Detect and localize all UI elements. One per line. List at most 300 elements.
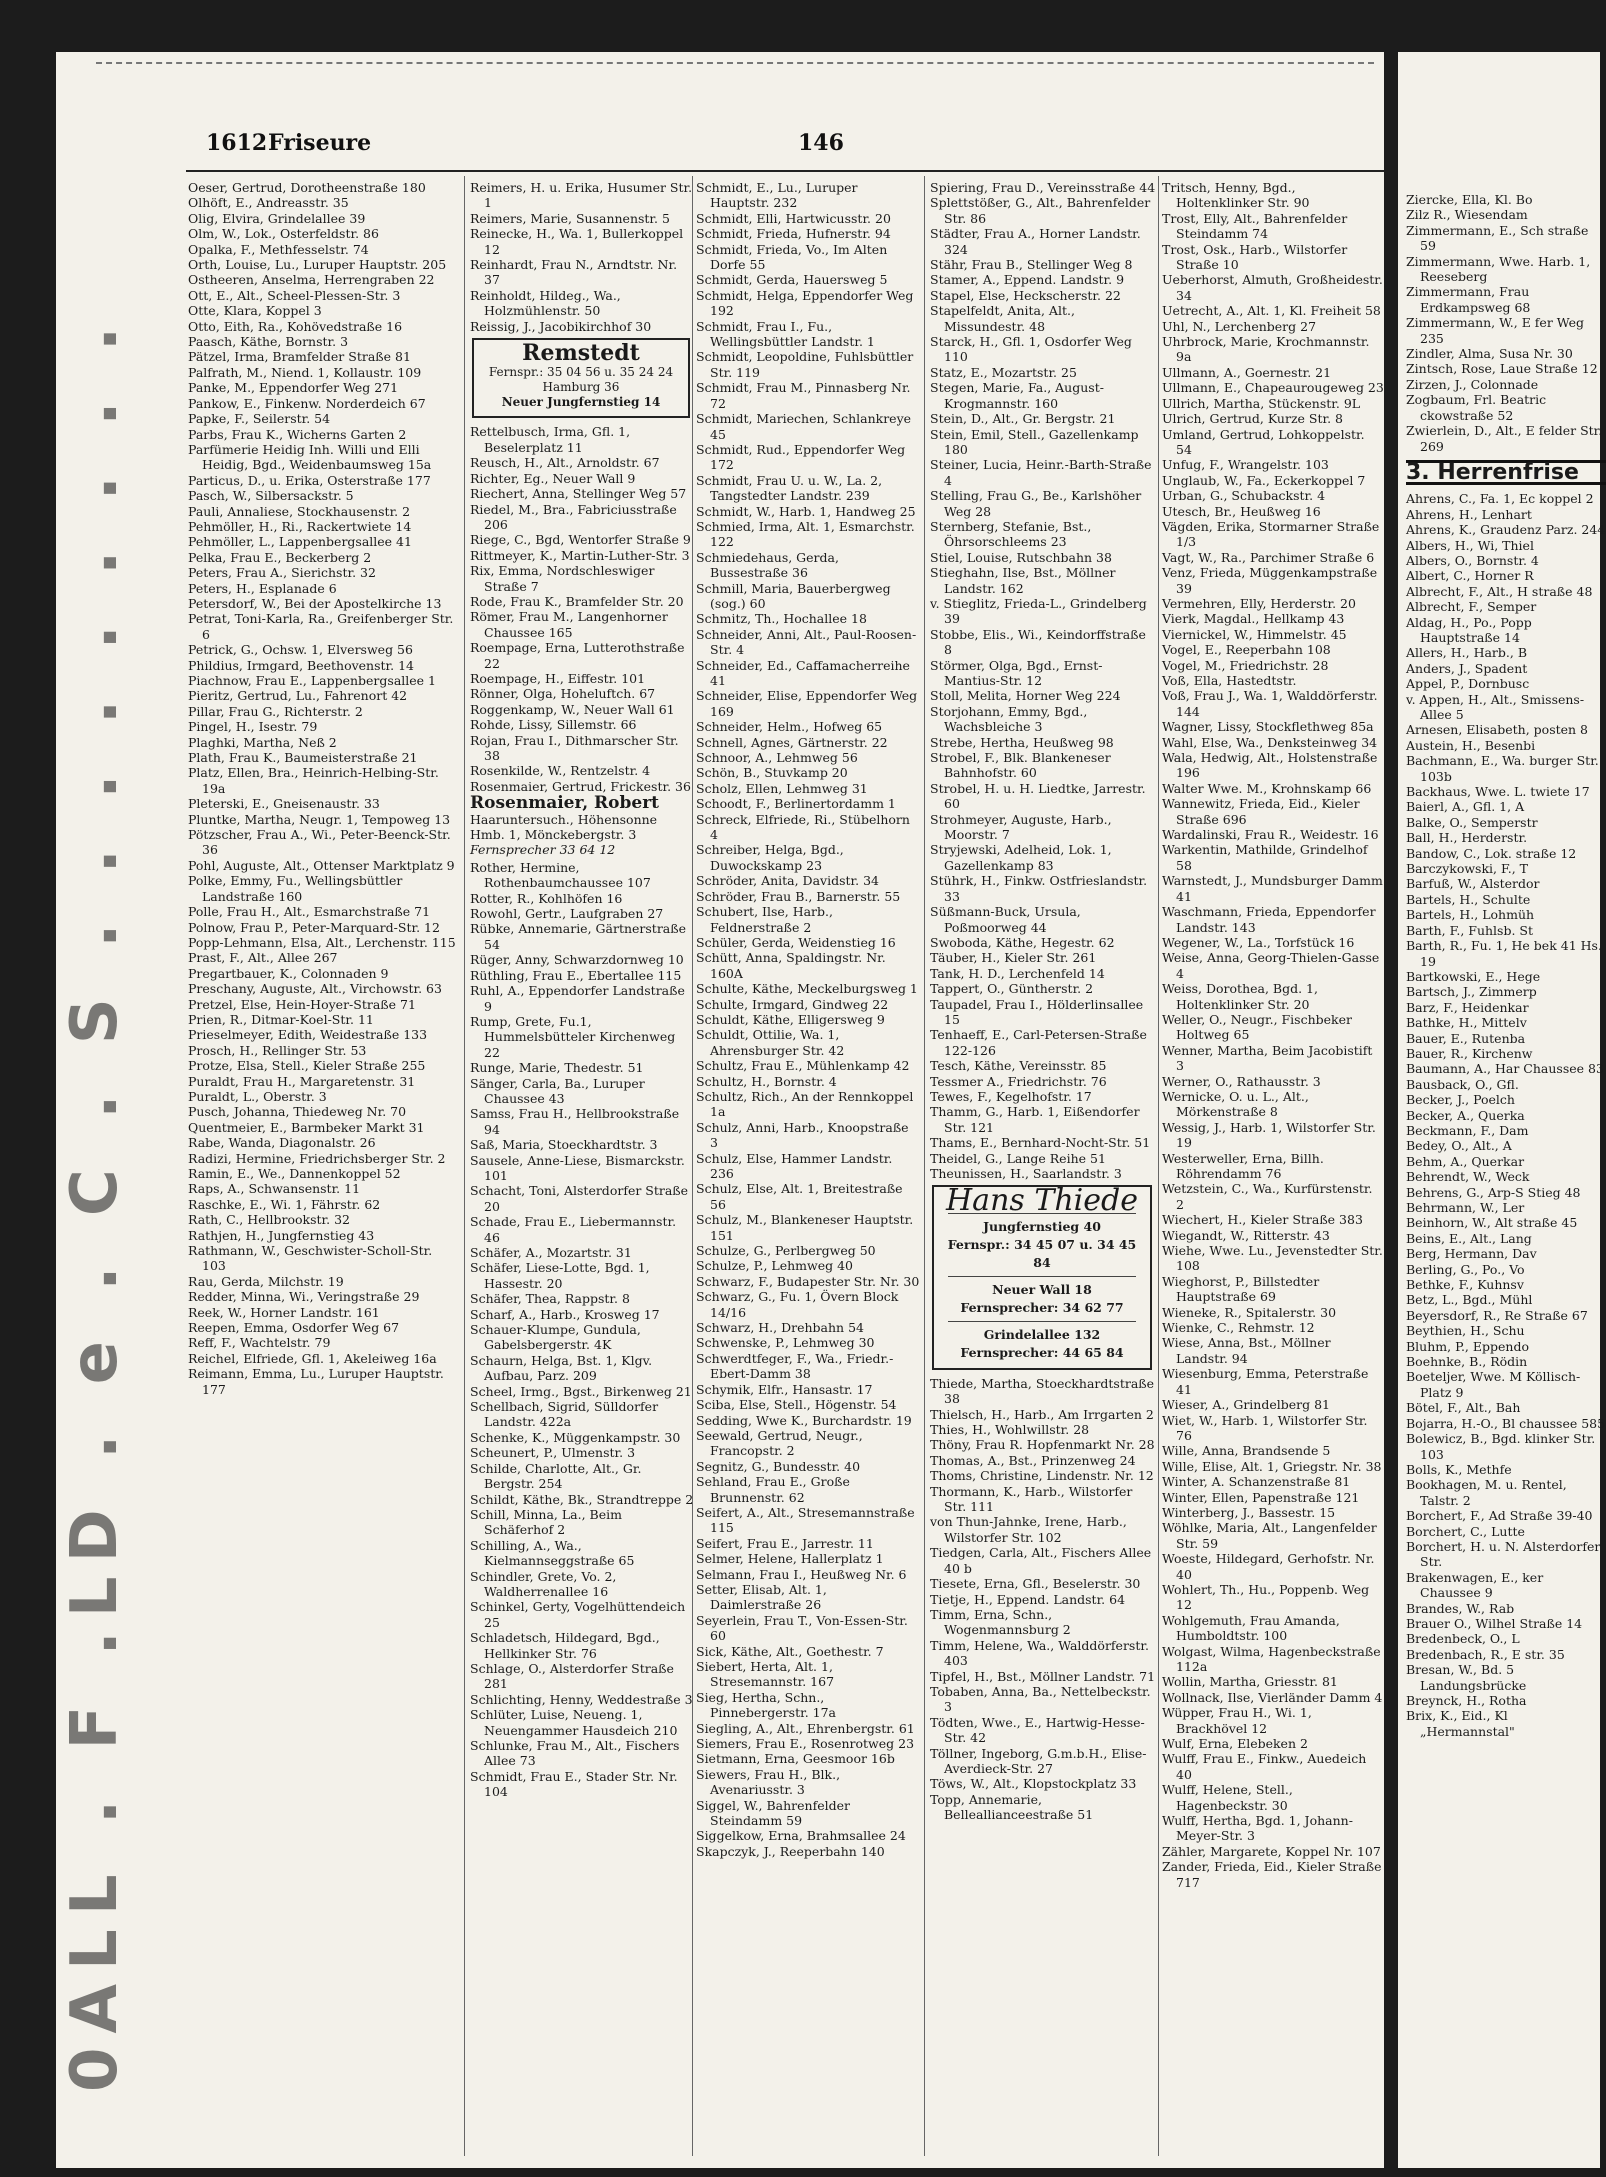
directory-entry: Parbs, Frau K., Wicherns Garten 2 (188, 426, 407, 442)
directory-entry: Wala, Hedwig, Alt., Holstenstraße 196 (1162, 750, 1378, 781)
directory-entry: Zirzen, J., Colonnade (1406, 376, 1539, 392)
directory-entry: Werner, O., Rathausstr. 3 (1162, 1073, 1321, 1089)
directory-entry: Winter, Ellen, Papenstraße 121 (1162, 1489, 1360, 1505)
directory-entry: Schütt, Anna, Spaldingstr. Nr. 160A (696, 950, 886, 981)
directory-entry: Storjohann, Emmy, Bgd., Wachsbleiche 3 (930, 703, 1088, 735)
directory-entry: Beyersdorf, R., Re Straße 67 (1406, 1307, 1588, 1323)
directory-entry: Pasch, W., Silbersackstr. 5 (188, 488, 354, 504)
directory-entry: Parfümerie Heidig Inh. Willi und Elli Heidig, Bgd., Weidenbaumsweg 15a (188, 441, 432, 473)
directory-entry: Tietje, H., Eppend. Landstr. 64 (930, 1591, 1126, 1607)
directory-entry: Peters, Frau A., Sierichstr. 32 (188, 565, 376, 581)
directory-entry: Schade, Frau E., Liebermannstr. 46 (470, 1214, 677, 1245)
directory-entry: Ahrens, C., Fa. 1, Ec koppel 2 (1406, 491, 1594, 507)
directory-entry: Ramin, E., We., Dannenkoppel 52 (188, 1166, 401, 1181)
directory-entry: Schlichting, Henny, Weddestraße 3 (470, 1691, 693, 1707)
directory-entry: Urban, G., Schubackstr. 4 (1162, 488, 1326, 504)
directory-entry: Quentmeier, E., Barmbeker Markt 31 (188, 1119, 425, 1135)
directory-entry: Bedey, O., Alt., A (1406, 1138, 1512, 1154)
directory-entry: Rix, Emma, Nordschleswiger Straße 7 (470, 563, 655, 594)
directory-entry: Tesch, Käthe, Vereinsstr. 85 (930, 1058, 1107, 1074)
directory-entry: Pohl, Auguste, Alt., Ottenser Marktplatz 9 (188, 857, 455, 873)
directory-entry: Tank, H. D., Lerchenfeld 14 (930, 965, 1105, 981)
directory-entry: Albert, C., Horner R (1406, 568, 1534, 584)
directory-entry: Tewes, F., Kegelhofstr. 17 (930, 1088, 1092, 1104)
directory-entry: Appel, P., Dornbusc (1406, 676, 1530, 692)
directory-entry: Schäfer, Liese-Lotte, Bgd. 1, Hassestr. 20 (470, 1260, 650, 1291)
directory-entry: Stoll, Melita, Horner Weg 224 (930, 688, 1121, 704)
directory-entry: Reimers, Marie, Susannenstr. 5 (470, 210, 670, 226)
directory-entry: Sick, Käthe, Alt., Goethestr. 7 (696, 1643, 884, 1659)
directory-entry: Schilling, A., Wa., Kielmannseggstraße 65 (470, 1537, 635, 1569)
directory-entry: Splettstößer, G., Alt., Bahrenfelder Str. 86 (930, 195, 1151, 226)
directory-entry: Pieritz, Gertrud, Lu., Fahrenort 42 (188, 688, 408, 704)
directory-entry: Stein, Emil, Stell., Gazellenkamp 180 (930, 426, 1139, 457)
directory-entry: Otte, Klara, Koppel 3 (188, 303, 322, 319)
directory-entry: Tiesete, Erna, Gfl., Beselerstr. 30 (930, 1576, 1141, 1592)
directory-entry: Schill, Minna, La., Beim Schäferhof 2 (470, 1506, 622, 1538)
directory-entry: Thams, E., Bernhard-Nocht-Str. 51 (930, 1135, 1151, 1151)
directory-entry: Bookhagen, M. u. Rentel, Talstr. 2 (1406, 1477, 1567, 1508)
directory-entry: Roempage, H., Eiffestr. 101 (470, 670, 646, 686)
directory-entry: Schäfer, Thea, Rappstr. 8 (470, 1291, 630, 1307)
directory-entry: Otto, Eith, Ra., Kohövedstraße 16 (188, 318, 403, 334)
directory-entry: Polke, Emmy, Fu., Wellingsbüttler Landstraße 160 (188, 873, 403, 904)
column-divider (924, 176, 925, 2156)
directory-entry: Albrecht, F., Semper (1406, 599, 1537, 615)
directory-entry: Unfug, F., Wrangelstr. 103 (1162, 457, 1329, 473)
directory-entry: v. Appen, H., Alt., Smissens-Allee 5 (1406, 691, 1585, 722)
directory-entry: Runge, Marie, Thedestr. 51 (470, 1060, 644, 1076)
remstedt-line: Neuer Jungfernstieg 14 (501, 395, 661, 410)
directory-entry: Stührk, H., Finkw. Ostfrieslandstr. 33 (930, 873, 1148, 904)
directory-entry: Schneider, Elise, Eppendorfer Weg 169 (696, 688, 918, 719)
directory-entry: Sternberg, Stefanie, Bst., Öhrsorschleems 23 (930, 518, 1092, 550)
directory-entry: Theidel, G., Lange Reihe 51 (930, 1150, 1106, 1166)
directory-entry: Protze, Elsa, Stell., Kieler Straße 255 (188, 1058, 426, 1074)
directory-entry: Stamer, A., Eppend. Landstr. 9 (930, 272, 1125, 288)
thiede-line: Jungfernstieg 40 (983, 1218, 1101, 1234)
section-title: Friseure (268, 130, 372, 156)
column-2 (470, 180, 694, 2155)
directory-entry: Saß, Maria, Stoeckhardtstr. 3 (470, 1137, 658, 1153)
column-divider (1158, 176, 1159, 2156)
directory-entry: Wegener, W., La., Torfstück 16 (1162, 934, 1355, 950)
directory-entry: Becker, J., Poelch (1406, 1092, 1515, 1108)
directory-entry: Rittmeyer, K., Martin-Luther-Str. 3 (470, 547, 690, 563)
directory-entry: Siebert, Herta, Alt. 1, Stresemannstr. 167 (696, 1659, 835, 1690)
directory-entry: Schmidt, Frieda, Hufnerstr. 94 (696, 226, 891, 242)
directory-entry: Strobel, H. u. H. Liedtke, Jarrestr. 60 (930, 780, 1146, 812)
directory-entry: Rohde, Lissy, Sillemstr. 66 (470, 717, 637, 733)
directory-entry: Riedel, M., Bra., Fabriciusstraße 206 (470, 501, 677, 532)
directory-entry: Schäfer, A., Mozartstr. 31 (470, 1245, 632, 1260)
directory-entry: Wolgast, Wilma, Hagenbeckstraße 112a (1162, 1643, 1381, 1674)
directory-entry: Warkentin, Mathilde, Grindelhof 58 (1162, 842, 1368, 873)
directory-entry: Timm, Helene, Wa., Walddörferstr. 403 (930, 1637, 1149, 1669)
directory-entry: Scheunert, P., Ulmenstr. 3 (470, 1445, 636, 1461)
directory-entry: Rathmann, W., Geschwister-Scholl-Str. 103 (188, 1243, 433, 1274)
directory-entry: Prosch, H., Rellinger Str. 53 (188, 1042, 367, 1058)
directory-entry: Wulff, Frau E., Finkw., Auedeich 40 (1162, 1751, 1367, 1782)
directory-entry: Schmidt, Rud., Eppendorfer Weg 172 (696, 441, 906, 473)
directory-entry: Bötel, F., Alt., Bah (1406, 1400, 1521, 1416)
directory-entry: Palfrath, M., Niend. 1, Kollaustr. 109 (188, 364, 422, 380)
directory-entry: Warnstedt, J., Mundsburger Damm 41 (1162, 873, 1383, 904)
directory-entry: Baumann, A., Har Chaussee 83 (1406, 1061, 1604, 1077)
directory-entry: Schulz, Anni, Harb., Knoopstraße 3 (696, 1119, 909, 1151)
directory-entry: Wiehe, Wwe. Lu., Jevenstedter Str. 108 (1162, 1243, 1383, 1274)
directory-entry: Ruhl, A., Eppendorfer Landstraße 9 (470, 983, 685, 1014)
directory-entry: Vogel, M., Friedrichstr. 28 (1162, 657, 1329, 673)
directory-entry: Sedding, Wwe K., Burchardstr. 19 (696, 1412, 912, 1428)
directory-entry: Sieg, Hertha, Schn., Pinnebergerstr. 17a (696, 1689, 837, 1721)
directory-entry: Schmidt, Frau I., Fu., Wellingsbüttler Landstr. 1 (696, 318, 875, 350)
directory-entry: Ullrich, Martha, Stückenstr. 9L (1162, 395, 1361, 411)
directory-entry: Orth, Louise, Lu., Luruper Hauptstr. 205 (188, 257, 447, 273)
directory-entry: Uhrbrock, Marie, Krochmannstr. 9a (1162, 334, 1370, 365)
directory-entry: Schmidt, E., Lu., Luruper Hauptstr. 232 (696, 180, 858, 211)
directory-entry: Wetzstein, C., Wa., Kurfürstenstr. 2 (1162, 1181, 1373, 1212)
directory-entry: Beckmann, F., Dam (1406, 1122, 1529, 1138)
directory-entry: Ball, H., Herderstr. (1406, 830, 1528, 846)
directory-entry: Bathke, H., Mittelv (1406, 1015, 1527, 1031)
directory-entry: Siggelkow, Erna, Brahmsallee 24 (696, 1828, 906, 1844)
directory-entry: Bresan, W., Bd. 5 Landungsbrücke (1406, 1662, 1527, 1693)
directory-entry: Thiede, Martha, Stoeckhardtstraße 38 (930, 1375, 1155, 1407)
directory-entry: Schmidt, Elli, Hartwicusstr. 20 (696, 210, 891, 226)
directory-entry: Schwenske, P., Lehmweg 30 (696, 1335, 875, 1351)
directory-entry: Rosenmaier, Gertrud, Frickestr. 36 (470, 778, 691, 794)
directory-entry: Schnell, Agnes, Gärtnerstr. 22 (696, 734, 888, 750)
directory-entry: Samss, Frau H., Hellbrookstraße 94 (470, 1106, 680, 1137)
directory-entry: Topp, Annemarie, Belleallianceestraße 51 (930, 1791, 1094, 1823)
rosenmaier-line: Hmb. 1, Mönckebergstr. 3 (470, 827, 637, 843)
directory-entry: Schultz, Rich., An der Rennkoppel 1a (696, 1088, 914, 1120)
directory-entry: Unglaub, W., Fa., Eckerkoppel 7 (1162, 472, 1366, 488)
header-rule (186, 170, 1384, 172)
column-4-part-b (930, 1376, 1156, 1823)
directory-entry: Schröder, Anita, Davidstr. 34 (696, 873, 879, 889)
directory-entry: Schröder, Frau B., Barnerstr. 55 (696, 888, 901, 904)
directory-entry: Uhl, N., Lerchenberg 27 (1162, 318, 1317, 334)
directory-entry: Wieghorst, P., Billstedter Hauptstraße 69 (1162, 1273, 1320, 1305)
directory-entry: Strebe, Hertha, Heußweg 98 (930, 734, 1114, 750)
directory-entry: Ostheeren, Anselma, Herrengraben 22 (188, 272, 435, 288)
directory-entry: Behm, A., Querkar (1406, 1153, 1525, 1169)
directory-entry: Puraldt, Frau H., Margaretenstr. 31 (188, 1073, 416, 1089)
directory-entry: Vagt, W., Ra., Parchimer Straße 6 (1162, 549, 1375, 565)
directory-entry: Bredenbeck, O., L (1406, 1631, 1520, 1647)
directory-entry: Schindler, Grete, Vo. 2, Waldherrenallee 16 (470, 1568, 617, 1599)
directory-entry: Pehmöller, L., Lappenbergsallee 41 (188, 534, 412, 550)
directory-entry: Bartels, H., Lohmüh (1406, 907, 1535, 923)
directory-entry: Ahrens, K., Graudenz Parz. 244 (1406, 522, 1606, 538)
directory-entry: Bachmann, E., Wa. burger Str. 103b (1406, 753, 1599, 784)
directory-entry: Schulz, Else, Hammer Landstr. 236 (696, 1150, 893, 1181)
directory-entry: Schultz, H., Bornstr. 4 (696, 1073, 837, 1089)
directory-entry: Prast, F., Alt., Allee 267 (188, 950, 338, 966)
directory-entry: Roggenkamp, W., Neuer Wall 61 (470, 701, 675, 717)
directory-entry: Bartsch, J., Zimmerp (1406, 984, 1537, 1000)
center-page-number: 146 (798, 130, 844, 156)
directory-entry: Wiet, W., Harb. 1, Wilstorfer Str. 76 (1162, 1412, 1368, 1443)
directory-entry: Schauer-Klumpe, Gundula, Gabelsbergerstr. 4K (470, 1322, 641, 1353)
directory-entry: Bauer, E., Rutenba (1406, 1030, 1526, 1046)
directory-entry: Schymik, Elfr., Hansastr. 17 (696, 1381, 873, 1397)
directory-entry: Phildius, Irmgard, Beethovenstr. 14 (188, 657, 414, 673)
directory-entry: Rotter, R., Kohlhöfen 16 (470, 890, 623, 906)
directory-entry: Pluntke, Martha, Neugr. 1, Tempoweg 13 (188, 811, 451, 827)
directory-entry: Boeteljer, Wwe. M Köllisch-Platz 9 (1406, 1369, 1581, 1400)
directory-entry: Schinkel, Gerty, Vogelhüttendeich 25 (470, 1599, 686, 1630)
directory-entry: Selmann, Frau I., Heußweg Nr. 6 (696, 1566, 907, 1582)
directory-entry: Siegling, A., Alt., Ehrenbergstr. 61 (696, 1720, 915, 1736)
directory-entry: Plaghki, Martha, Neß 2 (188, 734, 337, 750)
directory-entry: Seifert, Frau E., Jarrestr. 11 (696, 1535, 874, 1551)
next-page-strip (1398, 52, 1606, 2168)
directory-entry: Bethke, F., Kuhnsv (1406, 1277, 1524, 1293)
directory-entry: Walter Wwe. M., Krohnskamp 66 (1162, 780, 1372, 796)
directory-entry: Rode, Frau K., Bramfelder Str. 20 (470, 593, 684, 609)
directory-entry: Wille, Elise, Alt. 1, Griegstr. Nr. 38 (1162, 1458, 1382, 1474)
directory-entry: Wiese, Anna, Bst., Möllner Landstr. 94 (1162, 1335, 1331, 1366)
directory-entry: Schön, B., Stuvkamp 20 (696, 765, 848, 781)
directory-entry: Pankow, E., Finkenw. Norderdeich 67 (188, 395, 426, 411)
directory-entry: Borchert, H. u. N. Alsterdorfer Str. (1406, 1538, 1601, 1570)
directory-entry: Berling, G., Po., Vo (1406, 1261, 1525, 1277)
directory-entry: Statz, E., Mozartstr. 25 (930, 364, 1077, 380)
column-3 (696, 180, 920, 2155)
top-dashed-rule (96, 62, 1374, 64)
directory-entry: Zindler, Alma, Susa Nr. 30 (1406, 346, 1573, 362)
directory-entry: Reimers, H. u. Erika, Husumer Str. 1 (470, 180, 693, 211)
thiede-name: Hans Thiede (946, 1183, 1138, 1219)
directory-entry: Wulff, Hertha, Bgd. 1, Johann-Meyer-Str. 3 (1162, 1813, 1353, 1844)
directory-entry: Tappert, O., Güntherstr. 2 (930, 981, 1094, 997)
directory-entry: Thielsch, H., Harb., Am Irrgarten 2 (930, 1406, 1154, 1422)
directory-entry: Sciba, Else, Stell., Högenstr. 54 (696, 1397, 897, 1413)
directory-entry: Schuldt, Käthe, Elligersweg 9 (696, 1011, 885, 1027)
directory-entry: Thormann, K., Harb., Wilstorfer Str. 111 (930, 1483, 1133, 1515)
directory-entry: Schnoor, A., Lehmweg 56 (696, 750, 858, 766)
directory-entry: Pillar, Frau G., Richterstr. 2 (188, 703, 363, 719)
directory-entry: Thoms, Christine, Lindenstr. Nr. 12 (930, 1468, 1154, 1484)
directory-entry: Wulf, Erna, Elebeken 2 (1162, 1736, 1308, 1752)
directory-entry: Täuber, H., Kieler Str. 261 (930, 950, 1097, 966)
directory-entry: Bartkowski, E., Hege (1406, 968, 1541, 984)
directory-entry: Schmied, Irma, Alt. 1, Esmarchstr. 122 (696, 518, 915, 550)
directory-entry: Rowohl, Gertr., Laufgraben 27 (470, 906, 664, 922)
directory-entry: Sehland, Frau E., Große Brunnenstr. 62 (696, 1474, 850, 1505)
directory-entry: Schenke, K., Müggenkampstr. 30 (470, 1429, 681, 1445)
directory-entry: Schlunke, Frau M., Alt., Fischers Allee 73 (470, 1738, 680, 1769)
directory-entry: Bolewicz, B., Bgd. klinker Str. 103 (1406, 1431, 1596, 1462)
directory-entry: Ullmann, E., Chapeaurougeweg 23 (1162, 380, 1384, 396)
directory-entry: Pleterski, E., Gneisenaustr. 33 (188, 796, 380, 812)
directory-entry: Pusch, Johanna, Thiedeweg Nr. 70 (188, 1104, 407, 1120)
directory-entry: Barfuß, W., Alsterdor (1406, 876, 1540, 892)
directory-entry: Schneider, Ed., Caffamacherreihe 41 (696, 657, 910, 688)
directory-entry: Wiechert, H., Kieler Straße 383 (1162, 1212, 1363, 1228)
directory-entry: Schilde, Charlotte, Alt., Gr. Bergstr. 254 (470, 1460, 642, 1492)
column-divider (464, 176, 465, 2156)
directory-entry: Schwarz, H., Drehbahn 54 (696, 1320, 864, 1336)
ad-separator (948, 1276, 1136, 1277)
directory-entry: Borchert, F., Ad Straße 39-40 (1406, 1508, 1593, 1524)
directory-entry: Schoodt, F., Berlinertordamm 1 (696, 796, 896, 812)
column-5 (1162, 180, 1384, 2155)
directory-entry: Pätzel, Irma, Bramfelder Straße 81 (188, 349, 411, 365)
directory-entry: Barz, F., Heidenkar (1406, 999, 1529, 1015)
directory-entry: Seifert, A., Alt., Stresemannstraße 115 (696, 1504, 915, 1536)
directory-entry: Albers, O., Bornstr. 4 (1406, 552, 1539, 568)
directory-entry: Platz, Ellen, Bra., Heinrich-Helbing-Str. 19a (188, 765, 439, 796)
herrenfriseure-section-title: 3. Herrenfrise (1406, 460, 1606, 485)
directory-entry: Zander, Frieda, Eid., Kieler Straße 717 (1162, 1859, 1382, 1890)
directory-entry: Stegen, Marie, Fa., August-Krogmannstr. 160 (930, 380, 1104, 411)
directory-entry: Bojarra, H.-O., Bl chaussee 585 (1406, 1415, 1606, 1431)
directory-entry: Schlüter, Luise, Neueng. 1, Neuengammer Hausdeich 210 (470, 1707, 678, 1738)
directory-entry: Ullmann, A., Goernestr. 21 (1162, 364, 1332, 380)
directory-entry: Reff, F., Wachtelstr. 79 (188, 1335, 331, 1351)
directory-entry: Schneider, Helm., Hofweg 65 (696, 719, 883, 735)
directory-entry: Richter, Eg., Neuer Wall 9 (470, 470, 636, 486)
directory-entry: Stähr, Frau B., Stellinger Weg 8 (930, 257, 1133, 273)
directory-entry: Arnesen, Elisabeth, posten 8 (1406, 722, 1589, 738)
directory-entry: Wille, Anna, Brandsende 5 (1162, 1443, 1331, 1459)
directory-entry: Brakenwagen, E., ker Chaussee 9 (1406, 1569, 1544, 1601)
directory-entry: Schmidt, Frau M., Pinnasberg Nr. 72 (696, 380, 911, 411)
directory-entry: Brix, K., Eid., Kl „Hermannstal" (1406, 1708, 1515, 1739)
directory-entry: Betz, L., Bgd., Mühl (1406, 1292, 1533, 1308)
column-2-part-b (470, 424, 694, 794)
directory-entry: Popp-Lehmann, Elsa, Alt., Lerchenstr. 115 (188, 934, 456, 950)
directory-entry: Schmidt, Helga, Eppendorfer Weg 192 (696, 287, 914, 319)
directory-entry: Pehmöller, H., Ri., Rackertwiete 14 (188, 518, 412, 534)
directory-entry: Pelka, Frau E., Beckerberg 2 (188, 549, 372, 565)
directory-entry: Breynck, H., Rotha (1406, 1693, 1527, 1708)
directory-entry: Wessig, J., Harb. 1, Wilstorfer Str. 19 (1162, 1119, 1376, 1151)
rosenmaier-name: Rosenmaier, Robert (470, 793, 660, 814)
column-6-part-b (1406, 491, 1606, 1739)
directory-entry: Oeser, Gertrud, Dorotheenstraße 180 (188, 180, 426, 195)
directory-entry: Schmidt, Frau U. u. W., La. 2, Tangstedter Landstr. 239 (696, 472, 883, 504)
directory-entry: Albers, H., Wi, Thiel (1406, 537, 1534, 553)
directory-entry: Schmill, Maria, Bauerbergweg (sog.) 60 (696, 580, 891, 611)
directory-entry: Seyerlein, Frau T., Von-Essen-Str. 60 (696, 1612, 908, 1644)
directory-entry: Tessmer A., Friedrichstr. 76 (930, 1073, 1107, 1089)
directory-entry: Reusch, H., Alt., Arnoldstr. 67 (470, 455, 660, 471)
directory-entry: Zwierlein, D., Alt., E felder Str. 269 (1406, 423, 1603, 454)
directory-entry: Reinecke, H., Wa. 1, Bullerkoppel 12 (470, 226, 684, 257)
thiede-line: Grindelallee 132 (983, 1326, 1101, 1342)
directory-entry: Behrmann, W., Ler (1406, 1200, 1525, 1215)
directory-entry: Viernickel, W., Himmelstr. 45 (1162, 626, 1347, 642)
directory-entry: Beinhorn, W., Alt straße 45 (1406, 1215, 1578, 1231)
directory-entry: Rath, C., Hellbrookstr. 32 (188, 1212, 350, 1228)
page-number: 1612 (206, 130, 268, 156)
directory-entry: Reimann, Emma, Lu., Luruper Hauptstr. 177 (188, 1366, 444, 1397)
directory-entry: Peters, H., Esplanade 6 (188, 580, 337, 596)
directory-entry: Stapelfeldt, Anita, Alt., Missundestr. 48 (930, 303, 1075, 334)
directory-entry: Borchert, C., Lutte (1406, 1523, 1525, 1539)
directory-entry: Zimmermann, Frau Erdkampsweg 68 (1406, 284, 1531, 315)
directory-entry: Schmiedehaus, Gerda, Bussestraße 36 (696, 549, 839, 581)
directory-entry: Rettelbusch, Irma, Gfl. 1, Beselerplatz 11 (470, 424, 631, 455)
directory-entry: Theunissen, H., Saarlandstr. 3 (930, 1166, 1122, 1181)
directory-entry: Uetrecht, A., Alt. 1, Kl. Freiheit 58 (1162, 303, 1381, 319)
directory-entry: Wüpper, Frau H., Wi. 1, Brackhövel 12 (1162, 1705, 1312, 1736)
directory-entry: Rother, Hermine, Rothenbaumchaussee 107 (470, 859, 651, 891)
rosenmaier-ad (470, 793, 694, 858)
directory-entry: Westerweller, Erna, Billh. Röhrendamm 76 (1162, 1150, 1324, 1181)
directory-entry: Schulz, Else, Alt. 1, Breitestraße 56 (696, 1181, 903, 1212)
directory-entry: Petrick, G., Ochsw. 1, Elversweg 56 (188, 642, 413, 658)
directory-entry: Radizi, Hermine, Friedrichsberger Str. 2 (188, 1150, 446, 1166)
directory-entry: Venz, Frieda, Müggenkampstraße 39 (1162, 565, 1378, 596)
directory-entry: Schwarz, F., Budapester Str. Nr. 30 (696, 1273, 920, 1289)
directory-entry: Wienke, C., Rehmstr. 12 (1162, 1320, 1315, 1336)
column-2-part-c (470, 860, 694, 1800)
directory-entry: Schaurn, Helga, Bst. 1, Klgv. Aufbau, Parz. 209 (470, 1352, 653, 1384)
directory-entry: Allers, H., Harb., B (1406, 645, 1528, 661)
directory-entry: Schellbach, Sigrid, Sülldorfer Landstr. 422a (470, 1399, 659, 1430)
directory-entry: Berg, Hermann, Dav (1406, 1246, 1537, 1262)
directory-entry: Prien, R., Ditmar-Koel-Str. 11 (188, 1011, 374, 1027)
thiede-line: Fernspr.: 34 45 07 u. 34 45 84 (947, 1236, 1137, 1270)
directory-entry: Schuldt, Ottilie, Wa. 1, Ahrensburger Str. 42 (696, 1027, 845, 1058)
directory-entry: Ueberhorst, Almuth, Großheidestr. 34 (1162, 272, 1383, 303)
directory-entry: Wohlgemuth, Frau Amanda, Humboldtstr. 100 (1162, 1612, 1340, 1644)
directory-entry: Pretzel, Else, Hein-Hoyer-Straße 71 (188, 996, 416, 1012)
directory-entry: Schmitz, Th., Hochallee 18 (696, 611, 867, 627)
directory-entry: Schmidt, Frau E., Stader Str. Nr. 104 (470, 1768, 678, 1800)
directory-entry: Waschmann, Frieda, Eppendorfer Landstr. 143 (1162, 904, 1376, 935)
directory-entry: Paasch, Käthe, Bornstr. 3 (188, 334, 349, 350)
directory-entry: Schlage, O., Alsterdorfer Straße 281 (470, 1660, 674, 1692)
directory-entry: Rönner, Olga, Hoheluftch. 67 (470, 686, 656, 702)
directory-entry: Particus, D., u. Erika, Osterstraße 177 (188, 472, 431, 488)
directory-entry: Rojan, Frau I., Dithmarscher Str. 38 (470, 732, 679, 763)
directory-entry: Schultz, Frau E., Mühlenkamp 42 (696, 1058, 910, 1074)
directory-entry: Rübke, Annemarie, Gärtnerstraße 54 (470, 921, 687, 952)
directory-entry: Olhöft, E., Andreasstr. 35 (188, 195, 349, 211)
directory-entry: Taupadel, Frau I., Hölderlinsallee 15 (930, 996, 1144, 1027)
directory-entry: Balke, O., Semperstr (1406, 814, 1538, 830)
directory-entry: Strohmeyer, Auguste, Harb., Moorstr. 7 (930, 811, 1112, 843)
directory-entry: Zilz R., Wiesendam (1406, 207, 1528, 223)
column-4 (930, 180, 1156, 2155)
directory-entry: Preschany, Auguste, Alt., Virchowstr. 63 (188, 981, 442, 997)
directory-entry: Bartels, H., Schulte (1406, 891, 1531, 907)
directory-entry: Utesch, Br., Heußweg 16 (1162, 503, 1321, 519)
directory-entry: Wieser, A., Grindelberg 81 (1162, 1397, 1330, 1413)
directory-entry: Reichel, Elfriede, Gfl. 1, Akeleiweg 16a (188, 1350, 437, 1366)
directory-entry: Pregartbauer, K., Colonnaden 9 (188, 965, 389, 981)
directory-entry: Zähler, Margarete, Koppel Nr. 107 (1162, 1843, 1381, 1859)
directory-entry: Olig, Elvira, Grindelallee 39 (188, 210, 366, 226)
directory-entry: Sausele, Anne-Liese, Bismarckstr. 101 (470, 1152, 685, 1183)
directory-entry: Schulze, P., Lehmweg 40 (696, 1258, 853, 1274)
directory-entry: Plath, Frau K., Baumeisterstraße 21 (188, 750, 418, 766)
directory-entry: Strobel, F., Blk. Blankeneser Bahnhofstr. 60 (930, 750, 1111, 781)
directory-entry: Wulff, Helene, Stell., Hagenbeckstr. 30 (1162, 1782, 1293, 1813)
directory-entry: Pingel, H., Isestr. 79 (188, 719, 318, 735)
directory-entry: Wernicke, O. u. L., Alt., Mörkenstraße 8 (1162, 1088, 1309, 1120)
directory-entry: Schüler, Gerda, Weidenstieg 16 (696, 934, 896, 950)
directory-entry: Siggel, W., Bahrenfelder Steindamm 59 (696, 1797, 850, 1829)
directory-entry: Vermehren, Elly, Herderstr. 20 (1162, 595, 1356, 611)
